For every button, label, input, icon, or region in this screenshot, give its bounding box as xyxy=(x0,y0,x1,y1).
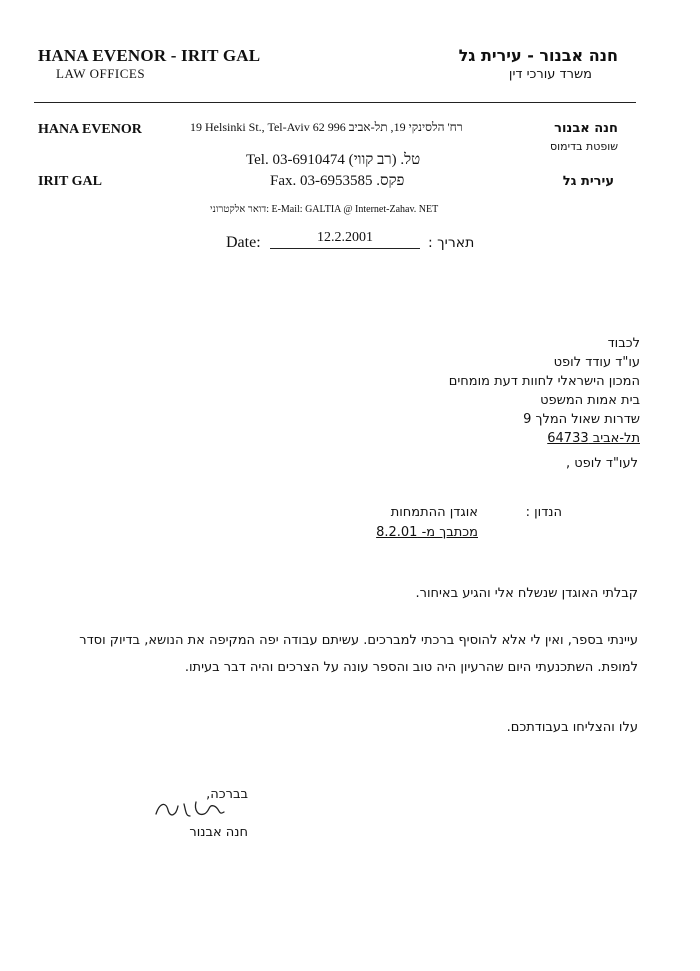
salutation: לעו"ד לופט , xyxy=(565,456,638,471)
subject-label: הנדון : xyxy=(525,505,562,520)
partner-1-hebrew: חנה אבנור xyxy=(554,121,618,136)
body-paragraph-3: עלו והצליחו בעבודתכם. xyxy=(506,720,638,735)
date-value: 12.2.2001 xyxy=(270,230,420,249)
fax-number: Fax. 03-6953585 .פקס xyxy=(270,173,405,189)
recipient-line: עו"ד עודד לופט xyxy=(553,355,640,370)
partner-1-english: HANA EVENOR xyxy=(38,122,142,137)
office-address: 19 Helsinki St., Tel-Aviv 62 996 רח' הלסינקי 19, תל-אביב xyxy=(190,120,463,134)
signer-name: חנה אבנור xyxy=(189,825,248,840)
email-address: דואר אלקטרוני: E-Mail: GALTIA @ Internet-Zahav. NET xyxy=(210,204,439,215)
subject-line-2: מכתבך מ- 8.2.01 xyxy=(376,525,478,540)
recipient-line: בית אמות המשפט xyxy=(540,393,640,408)
letterhead-divider xyxy=(34,102,636,103)
recipient-line: תל-אביב 64733 xyxy=(547,431,640,446)
recipient-line: לכבוד xyxy=(607,336,640,351)
recipient-line: המכון הישראלי לחוות דעת מומחים xyxy=(448,374,640,389)
firm-subtitle-english: LAW OFFICES xyxy=(56,66,146,81)
recipient-block xyxy=(449,334,640,448)
closing: בברכה, xyxy=(206,787,248,802)
partner-2-hebrew: עירית גל xyxy=(562,174,614,189)
partner-1-hebrew-title: שופטת בדימוס xyxy=(550,140,618,153)
firm-subtitle-hebrew: משרד עורכי דין xyxy=(508,67,592,82)
firm-name-hebrew: חנה אבנור - עירית גל xyxy=(458,46,618,65)
partner-2-english: IRIT GAL xyxy=(38,174,102,189)
body-paragraph-2: עיינתי בספר, ואין לי אלא להוסיף ברכתי למברכים. עשיתם עבודה יפה המקיפה את הנושא, בדיוק וסדר למופת. השתכנעתי היום שהרעיון היה טוב והספר עונה על הצרכים והיה דבר בעיתו. xyxy=(79,633,638,675)
handwritten-signature xyxy=(150,796,230,822)
date-label-hebrew: תאריך : xyxy=(428,235,475,251)
firm-name-english: HANA EVENOR - IRIT GAL xyxy=(38,46,261,65)
date-label-english: Date: xyxy=(226,234,261,251)
telephone-number: Tel. 03-6910474 (טל. (רב קווי xyxy=(246,152,421,168)
recipient-line: שדרות שאול המלך 9 xyxy=(523,412,640,427)
body-paragraph-1: קבלתי האוגדן שנשלח אלי והגיע באיחור. xyxy=(415,586,638,601)
subject-line-1: אוגדן ההתמחות xyxy=(390,505,478,520)
